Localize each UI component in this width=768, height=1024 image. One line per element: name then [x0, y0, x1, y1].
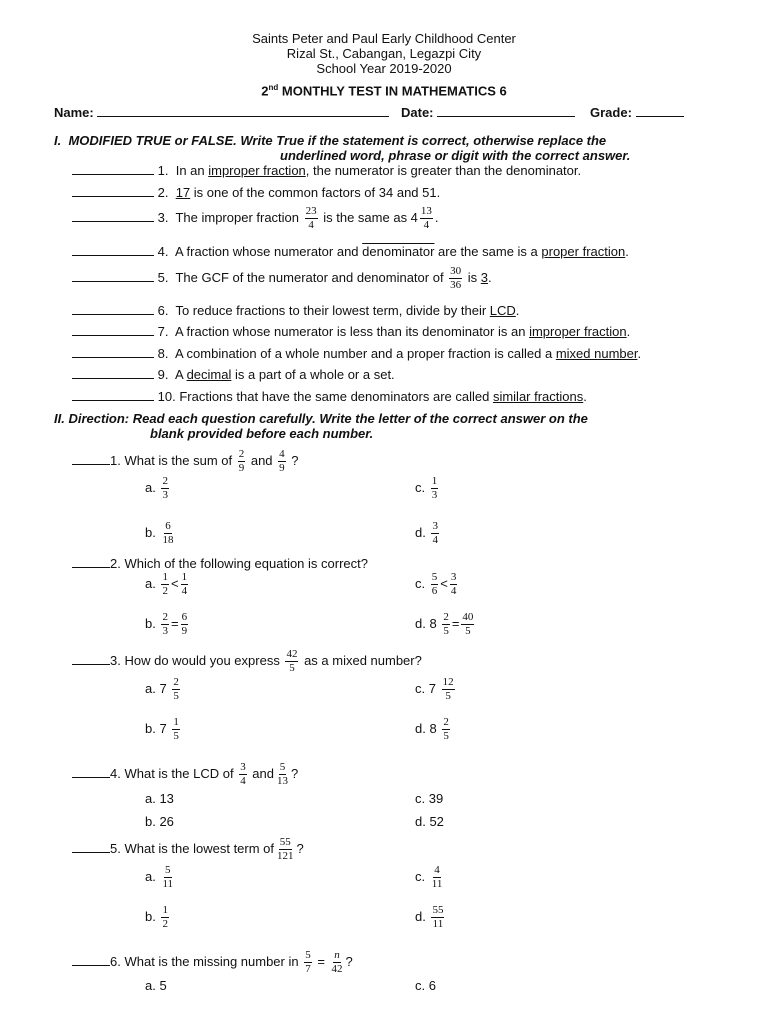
- answer-blank[interactable]: [72, 185, 154, 197]
- tf-item-6: 6. To reduce fractions to their lowest term, divide by their LCD.: [72, 303, 519, 318]
- q3-option-d[interactable]: d. 8 $\frac{2}{5}$: [415, 716, 449, 742]
- question-1: 1. What is the sum of $\frac{2}{9}$ and $\frac{4}{9}$ ?: [72, 447, 299, 475]
- tf-item-7: 7. A fraction whose numerator is less than its denominator is an improper fraction.: [72, 324, 630, 339]
- question-3: 3. How do would you express $\frac{42}{5}$ as a mixed number?: [72, 647, 422, 675]
- q5-option-c[interactable]: c. $\frac{4}{11}$: [415, 864, 443, 890]
- part1-number: I.: [54, 133, 62, 148]
- tf-item-10: 10. Fractions that have the same denominators are called similar fractions.: [72, 389, 587, 404]
- grade-field[interactable]: [590, 105, 684, 120]
- fraction: $\frac{2}{3}$: [162, 475, 168, 501]
- q6-option-a[interactable]: a. 5: [145, 978, 167, 993]
- q1-option-d[interactable]: d. $\frac{3}{4}$: [415, 520, 438, 546]
- answer-blank[interactable]: [72, 244, 154, 256]
- fraction: $\frac{30}{36}$: [450, 265, 462, 292]
- fraction: $\frac{6}{18}$: [162, 520, 174, 546]
- underlined-term: improper fraction: [208, 163, 306, 178]
- answer-blank[interactable]: [72, 210, 154, 222]
- tf-item-1: 1. In an improper fraction, the numerator is greater than the denominator.: [72, 163, 581, 178]
- part2-heading-line2: blank provided before each number.: [150, 426, 374, 441]
- fraction: $\frac{23}{4}$: [305, 205, 317, 232]
- q2-option-b[interactable]: b. $\frac{2}{3}$ = $\frac{6}{9}$: [145, 611, 188, 637]
- part2-number: II.: [54, 411, 65, 426]
- answer-blank[interactable]: [72, 389, 154, 401]
- grade-label: Grade:: [590, 105, 632, 120]
- fraction: $\frac{3}{4}$: [240, 761, 246, 788]
- answer-blank[interactable]: [72, 346, 154, 358]
- answer-blank[interactable]: [72, 954, 110, 966]
- q5-option-a[interactable]: a. $\frac{5}{11}$: [145, 864, 174, 890]
- q2-option-c[interactable]: c. $\frac{5}{6}$ < $\frac{3}{4}$: [415, 571, 457, 597]
- fraction: $\frac{5}{7}$: [305, 949, 311, 976]
- question-5: 5. What is the lowest term of $\frac{55}{121}$ ?: [72, 835, 304, 863]
- school-year: School Year 2019-2020: [316, 61, 452, 76]
- title-text: MONTHLY TEST IN MATHEMATICS 6: [278, 83, 507, 99]
- tf-item-8: 8. A combination of a whole number and a proper fraction is called a mixed number.: [72, 346, 641, 361]
- answer-blank[interactable]: [72, 163, 154, 175]
- underlined-term: similar fractions: [492, 389, 584, 404]
- underlined-term: improper fraction: [529, 324, 627, 339]
- school-address: Rizal St., Cabangan, Legazpi City: [286, 46, 482, 61]
- part1-heading-line2: underlined word, phrase or digit with the correct answer.: [280, 148, 631, 163]
- date-label: Date:: [401, 105, 434, 120]
- q4-option-b[interactable]: b. 26: [145, 814, 174, 829]
- date-field[interactable]: [401, 105, 575, 120]
- answer-blank[interactable]: [72, 270, 154, 282]
- name-label: Name:: [54, 105, 94, 120]
- grade-blank[interactable]: [636, 105, 684, 117]
- part1-heading-line1: MODIFIED TRUE or FALSE. Write True if the statement is correct, otherwise replace the: [68, 133, 607, 148]
- underlined-term: decimal: [186, 367, 232, 382]
- answer-blank[interactable]: [72, 324, 154, 336]
- fraction: $\frac{n}{42}$: [331, 949, 343, 976]
- underlined-term: mixed number: [555, 346, 638, 361]
- q1-option-b[interactable]: b. $\frac{6}{18}$: [145, 520, 174, 546]
- title-superscript: nd: [268, 83, 279, 92]
- answer-blank[interactable]: [72, 841, 110, 853]
- fraction: $\frac{2}{9}$: [238, 448, 245, 475]
- answer-blank[interactable]: [72, 556, 110, 568]
- fraction: $\frac{4}{9}$: [279, 448, 285, 475]
- q3-option-b[interactable]: b. 7 $\frac{1}{5}$: [145, 716, 179, 742]
- answer-blank[interactable]: [72, 653, 110, 665]
- answer-blank[interactable]: [72, 766, 110, 778]
- answer-blank[interactable]: [72, 453, 110, 465]
- fraction: $\frac{42}{5}$: [286, 648, 298, 675]
- q1-option-a[interactable]: a. $\frac{2}{3}$: [145, 475, 168, 501]
- q2-option-d[interactable]: d. 8 $\frac{2}{5}$ = $\frac{40}{5}$: [415, 611, 474, 637]
- tf-item-4: 4. A fraction whose numerator and denominator are the same is a proper fraction.: [72, 244, 629, 259]
- title-number: 2: [261, 83, 269, 99]
- q5-option-d[interactable]: d. $\frac{55}{11}$: [415, 904, 444, 930]
- underlined-term: proper fraction: [541, 244, 626, 259]
- part1-heading: [54, 133, 606, 148]
- question-2: 2. Which of the following equation is correct?: [72, 556, 368, 571]
- tf-item-9: 9. A decimal is a part of a whole or a set.: [72, 367, 395, 382]
- fraction: $\frac{55}{121}$: [277, 836, 294, 863]
- name-field[interactable]: [54, 105, 389, 120]
- q2-option-a[interactable]: a. $\frac{1}{2}$ < $\frac{1}{4}$: [145, 571, 188, 597]
- fraction: $\frac{13}{4}$: [420, 205, 432, 232]
- part2-heading: [54, 411, 588, 426]
- question-6: 6. What is the missing number in $\frac{5}{7}$ = $\frac{n}{42}$ ?: [72, 948, 353, 976]
- name-blank[interactable]: [97, 105, 389, 117]
- date-blank[interactable]: [437, 105, 575, 117]
- answer-blank[interactable]: [72, 303, 154, 315]
- q4-option-c[interactable]: c. 39: [415, 791, 444, 806]
- tf-item-3: 3. The improper fraction $\frac{23}{4}$ is the same as 4 $\frac{13}{4}$ .: [72, 205, 439, 231]
- q5-option-b[interactable]: b. $\frac{1}{2}$: [145, 904, 168, 930]
- q4-option-a[interactable]: a. 13: [145, 791, 174, 806]
- underlined-term: 3: [480, 270, 489, 285]
- test-title: [0, 83, 768, 98]
- underlined-term: LCD: [489, 303, 516, 318]
- tf-item-5: 5. The GCF of the numerator and denominator of $\frac{30}{36}$ is 3.: [72, 264, 492, 292]
- school-name: Saints Peter and Paul Early Childhood Center: [252, 31, 516, 46]
- fraction: $\frac{1}{3}$: [431, 475, 438, 501]
- q4-option-d[interactable]: d. 52: [415, 814, 444, 829]
- overlined-term: denominator: [362, 244, 435, 259]
- answer-blank[interactable]: [72, 367, 154, 379]
- tf-item-2: 2. 17 is one of the common factors of 34 and 51.: [72, 185, 440, 200]
- fraction: $\frac{5}{13}$: [277, 761, 288, 788]
- part2-heading-line1: Direction: Read each question carefully. Write the letter of the correct answer on the: [68, 411, 588, 426]
- q6-option-c[interactable]: c. 6: [415, 978, 436, 993]
- question-4: 4. What is the LCD of $\frac{3}{4}$ and $\frac{5}{13}$ ?: [72, 760, 298, 788]
- q1-option-c[interactable]: c. $\frac{1}{3}$: [415, 475, 438, 501]
- q3-option-c[interactable]: c. 7 $\frac{12}{5}$: [415, 676, 454, 702]
- q3-option-a[interactable]: a. 7 $\frac{2}{5}$: [145, 676, 179, 702]
- underlined-term: 17: [175, 185, 191, 200]
- fraction: $\frac{3}{4}$: [432, 520, 438, 546]
